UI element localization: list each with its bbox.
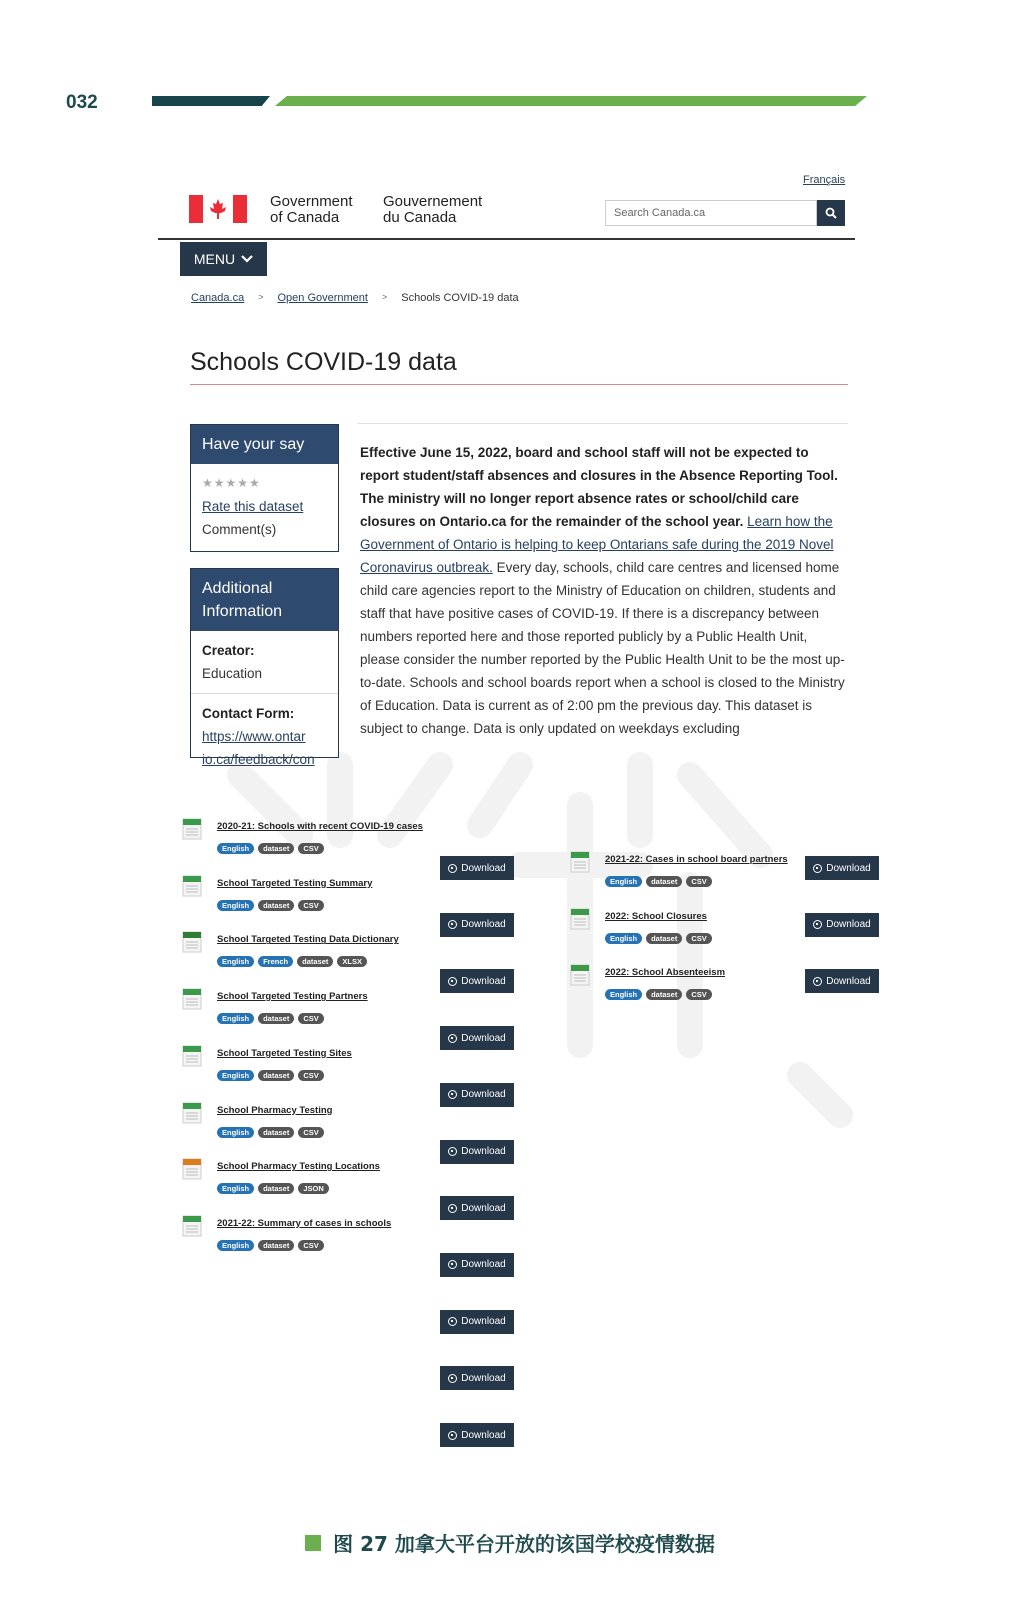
resource-tag-dataset: dataset	[258, 1240, 294, 1251]
breadcrumb-separator: >	[381, 292, 388, 302]
additional-info-heading-line2: Information	[202, 603, 283, 620]
resource-title-link[interactable]: 2022: School Closures	[605, 910, 707, 922]
download-button[interactable]	[440, 856, 514, 880]
breadcrumb-open-government[interactable]: Open Government	[277, 292, 368, 304]
download-icon	[813, 864, 822, 873]
download-label: Download	[461, 919, 506, 931]
resource-tag-english: English	[217, 900, 254, 911]
download-button[interactable]	[805, 969, 879, 993]
download-label: Download	[461, 1202, 506, 1214]
resource-tag-english: English	[605, 989, 642, 1000]
download-icon	[448, 977, 457, 986]
comments-link[interactable]: Comment(s)	[202, 522, 277, 537]
download-button[interactable]	[440, 969, 514, 993]
resource-tag-french: French	[258, 956, 293, 967]
menu-label: MENU	[193, 251, 236, 267]
csv-file-icon	[182, 1102, 202, 1124]
resource-tags	[217, 1070, 324, 1081]
additional-info-heading-line1: Additional	[202, 580, 273, 597]
resource-item	[182, 988, 432, 1028]
rating-stars-icon[interactable]: ★★★★★	[202, 476, 261, 490]
resource-title-link[interactable]: 2021-22: Cases in school board partners	[605, 854, 788, 865]
download-button[interactable]	[440, 1026, 514, 1050]
menu-button[interactable]	[180, 242, 267, 276]
download-button[interactable]	[440, 1140, 514, 1164]
download-icon	[448, 1090, 457, 1099]
csv-file-icon	[570, 908, 590, 930]
resource-item	[570, 851, 820, 891]
csv-file-icon	[570, 964, 590, 986]
resource-tag-english: English	[217, 956, 254, 967]
resource-tags	[217, 956, 367, 967]
government-of-canada-wordmark	[270, 194, 353, 226]
resource-tags	[605, 933, 712, 944]
resource-title-link[interactable]: School Targeted Testing Data Dictionary	[217, 934, 399, 946]
xlsx-file-icon	[182, 931, 202, 953]
resource-tag-english: English	[217, 1183, 254, 1194]
resource-tag-dataset: dataset	[646, 989, 682, 1000]
chevron-down-icon	[241, 255, 253, 263]
ontario-covid-link[interactable]: Learn how the Government of Ontario is helping to keep Ontarians safe during the 2019 Novel Coronavirus outbreak.	[360, 514, 834, 575]
title-divider	[190, 384, 848, 385]
resource-tag-json: JSON	[298, 1183, 328, 1194]
download-icon	[813, 920, 822, 929]
download-icon	[448, 1260, 457, 1269]
dataset-description	[360, 441, 848, 740]
resource-tag-csv: CSV	[686, 989, 711, 1000]
resource-tag-csv: CSV	[298, 1127, 323, 1138]
json-file-icon	[182, 1158, 202, 1180]
csv-file-icon	[182, 988, 202, 1010]
gov-en-line2: of Canada	[270, 209, 340, 226]
download-label: Download	[461, 1316, 506, 1328]
download-button[interactable]	[805, 856, 879, 880]
resource-tag-english: English	[217, 1240, 254, 1251]
search-input[interactable]: Search Canada.ca	[605, 200, 817, 226]
resource-title-link[interactable]: 2022: School Absenteeism	[605, 967, 726, 979]
notice-bold-text: Effective June 15, 2022, board and school staff will not be expected to report student/staff absences and closures in the Absence Reporting Tool. The ministry will no longer report absence rates or school/child care closures on Ontario.ca for the remainder of the school year.	[360, 445, 838, 529]
header-divider	[158, 238, 855, 240]
resource-tag-english: English	[217, 1127, 254, 1138]
resource-tag-xlsx: XLSX	[337, 956, 367, 967]
download-label: Download	[461, 975, 506, 987]
resource-tag-dataset: dataset	[258, 1127, 294, 1138]
download-label: Download	[826, 975, 871, 987]
creator-label: Creator:	[202, 643, 255, 658]
resource-item	[570, 908, 820, 948]
creator-value: Education	[202, 666, 263, 681]
resource-tag-english: English	[605, 933, 642, 944]
resource-tag-csv: CSV	[298, 900, 323, 911]
resource-tag-english: English	[217, 1013, 254, 1024]
resource-tags	[217, 1127, 324, 1138]
gouvernement-du-canada-wordmark	[383, 194, 482, 226]
resource-tag-dataset: dataset	[258, 900, 294, 911]
download-button[interactable]	[440, 1083, 514, 1107]
csv-file-icon	[182, 1045, 202, 1067]
download-icon	[813, 977, 822, 986]
resource-title-link[interactable]: School Targeted Testing Sites	[217, 1047, 352, 1059]
page-title: Schools COVID-19 data	[190, 348, 457, 376]
resource-item	[182, 875, 432, 915]
resource-tags	[217, 1013, 324, 1024]
have-your-say-panel	[190, 424, 339, 552]
download-button[interactable]	[440, 1310, 514, 1334]
resource-item	[182, 1045, 432, 1085]
download-icon	[448, 864, 457, 873]
breadcrumb	[191, 292, 519, 304]
contact-form-link-line2[interactable]: io.ca/feedback/con	[202, 752, 315, 767]
resource-tag-csv: CSV	[686, 876, 711, 887]
description-body: Every day, schools, child care centres and licensed home child care agencies report to the Ministry of Education on children, students and staff that have positive cases of COVID-19. If there is a discrepancy between numbers reported here and those reported publicly by a Public Health Unit, please consider the number reported by the Public Health Unit to be the most up-to-date. Schools and school boards report when a school is closed to the Ministry of Education. Data is current as of 2:00 pm the previous day. This dataset is subject to change. Data is only updated on weekdays excluding	[360, 560, 845, 736]
resource-tag-csv: CSV	[298, 843, 323, 854]
resource-title-link[interactable]: School Pharmacy Testing	[217, 1104, 333, 1116]
resource-tag-dataset: dataset	[258, 1183, 294, 1194]
francais-link[interactable]: Français	[803, 174, 846, 186]
figure-caption	[0, 1528, 1020, 1557]
resource-item	[182, 818, 432, 858]
download-icon	[448, 1204, 457, 1213]
download-button[interactable]	[805, 913, 879, 937]
gov-en-line1: Government	[270, 193, 353, 210]
resource-tag-english: English	[217, 843, 254, 854]
resource-tag-dataset: dataset	[646, 933, 682, 944]
breadcrumb-separator: >	[258, 292, 264, 302]
csv-file-icon	[182, 818, 202, 840]
resource-title-link[interactable]: School Targeted Testing Summary	[217, 877, 373, 889]
resource-tag-csv: CSV	[298, 1013, 323, 1024]
resource-tag-english: English	[605, 876, 642, 887]
resource-item	[182, 931, 432, 971]
download-label: Download	[461, 1032, 506, 1044]
resource-title-link[interactable]: 2021-22: Summary of cases in schools	[217, 1217, 392, 1229]
resource-tag-dataset: dataset	[258, 1013, 294, 1024]
csv-file-icon	[570, 851, 590, 873]
caption-text: 图 27 加拿大平台开放的该国学校疫情数据	[333, 1532, 715, 1556]
csv-file-icon	[182, 1215, 202, 1237]
resource-item	[570, 964, 820, 1004]
download-button[interactable]	[440, 1253, 514, 1277]
download-button[interactable]	[440, 1196, 514, 1220]
download-label: Download	[461, 1429, 506, 1441]
download-icon	[448, 1147, 457, 1156]
download-label: Download	[461, 862, 506, 874]
gov-fr-line1: Gouvernement	[383, 193, 483, 210]
breadcrumb-home[interactable]: Canada.ca	[191, 292, 245, 304]
resource-tags	[605, 876, 712, 887]
download-label: Download	[461, 1089, 506, 1101]
resource-tags	[217, 843, 324, 854]
content-divider	[357, 423, 848, 424]
search-icon	[825, 207, 837, 219]
download-button[interactable]	[440, 1366, 514, 1390]
contact-form-label: Contact Form:	[202, 706, 295, 721]
have-your-say-heading: Have your say	[191, 425, 338, 464]
resource-item	[182, 1158, 432, 1198]
contact-form-link-line1[interactable]: https://www.ontar	[202, 729, 306, 744]
resource-tag-dataset: dataset	[297, 956, 333, 967]
resource-title-link[interactable]: School Pharmacy Testing Locations	[217, 1161, 380, 1173]
additional-information-panel	[190, 568, 339, 767]
resource-tag-dataset: dataset	[258, 1070, 294, 1081]
download-label: Download	[826, 919, 871, 931]
download-icon	[448, 1374, 457, 1383]
resource-title-link[interactable]: School Targeted Testing Partners	[217, 991, 368, 1003]
resource-tags	[605, 989, 712, 1000]
download-icon	[448, 1431, 457, 1440]
download-button[interactable]	[440, 1423, 514, 1447]
resource-tag-csv: CSV	[686, 933, 711, 944]
rate-dataset-link[interactable]: Rate this dataset	[202, 499, 304, 514]
download-label: Download	[461, 1146, 506, 1157]
resource-item	[182, 1215, 432, 1255]
resource-item	[182, 1102, 432, 1142]
resource-tags	[217, 1183, 329, 1194]
caption-marker	[305, 1535, 321, 1551]
resource-title-link[interactable]: 2020-21: Schools with recent COVID-19 cases	[217, 821, 423, 832]
resource-tag-english: English	[217, 1070, 254, 1081]
resource-tag-dataset: dataset	[646, 876, 682, 887]
resource-tag-csv: CSV	[298, 1070, 323, 1081]
resource-tag-dataset: dataset	[258, 843, 294, 854]
download-icon	[448, 1034, 457, 1043]
download-label: Download	[461, 1259, 506, 1271]
download-icon	[448, 1317, 457, 1326]
download-label: Download	[461, 1372, 506, 1384]
csv-file-icon	[182, 875, 202, 897]
breadcrumb-current: Schools COVID-19 data	[401, 292, 519, 304]
download-label: Download	[826, 862, 871, 874]
gov-fr-line2: du Canada	[383, 209, 457, 226]
download-icon	[448, 920, 457, 929]
search-button[interactable]	[817, 200, 845, 226]
resource-tag-csv: CSV	[298, 1240, 323, 1251]
resource-tags	[217, 1240, 324, 1251]
canada-flag-icon	[189, 195, 247, 223]
page-number: 032	[66, 92, 98, 113]
header-bar-dark	[152, 96, 270, 106]
header-bar-green	[275, 96, 867, 106]
download-button[interactable]	[440, 913, 514, 937]
resource-tags	[217, 900, 324, 911]
